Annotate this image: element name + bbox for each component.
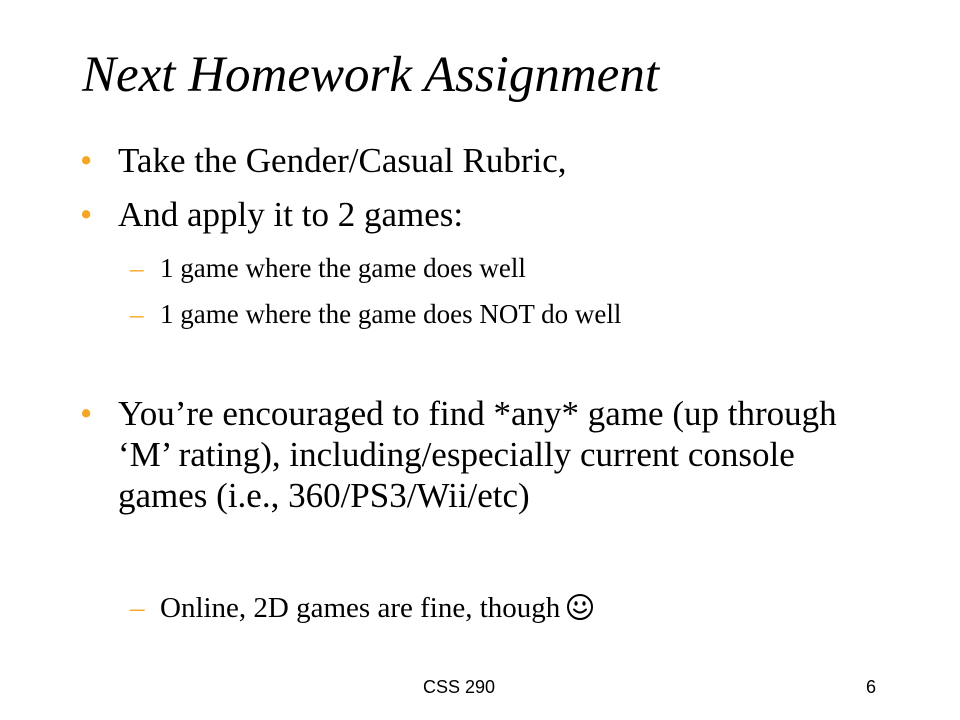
sub-bullet-text: 1 game where the game does well (160, 253, 526, 283)
sub-bullet-line (160, 592, 594, 628)
bullet-text: You’re encouraged to find *any* game (up through ‘M’ rating), including/especially current console games (i.e., 360/PS3/Wii/etc) (118, 394, 837, 515)
slide-title: Next Homework Assignment (82, 47, 659, 103)
bullet-marker: • (80, 195, 93, 234)
bullet-text: Take the Gender/Casual Rubric, (118, 141, 567, 180)
sub-bullet-text: Online, 2D games are fine, though (160, 592, 561, 624)
sub-bullet-marker: – (130, 299, 144, 329)
page-number: 6 (866, 677, 877, 697)
sub-bullet-marker: – (130, 592, 145, 624)
bullet-marker: • (80, 394, 93, 433)
sub-bullet-marker: – (130, 253, 144, 283)
sub-bullet-text: 1 game where the game does NOT do well (160, 299, 622, 329)
bullet-text: And apply it to 2 games: (118, 195, 464, 234)
bullet-marker: • (80, 141, 93, 180)
footer-course: CSS 290 (423, 677, 496, 697)
smiley-face-icon (566, 593, 594, 628)
